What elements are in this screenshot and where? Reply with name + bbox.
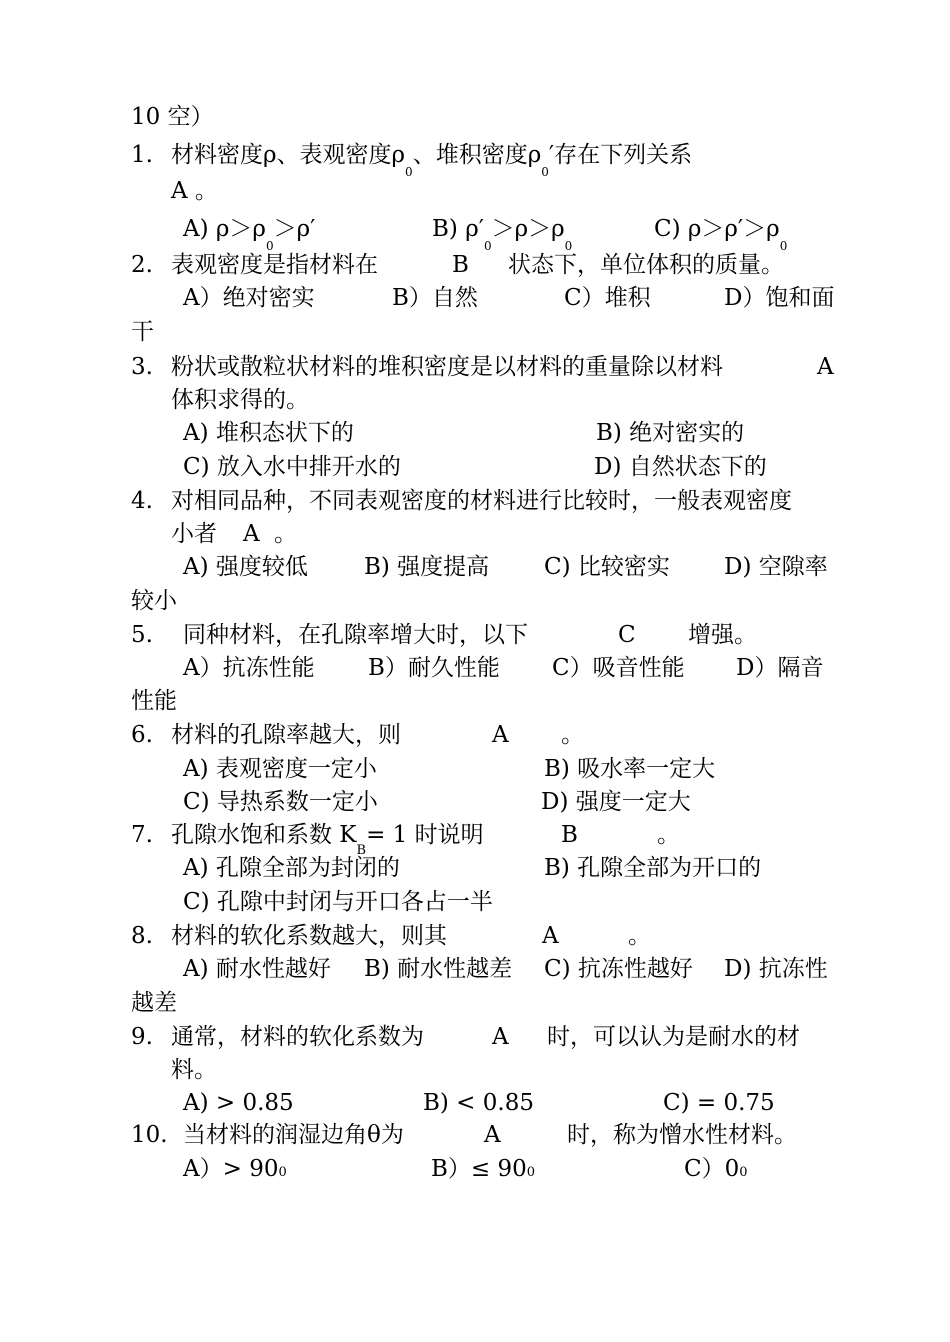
q9-number: 9. <box>131 1024 153 1050</box>
q5-option-b: B）耐久性能 <box>368 655 500 681</box>
q6-option-b: B) 吸水率一定大 <box>544 756 716 782</box>
q8-wrap: 越差 <box>131 990 177 1016</box>
q3-option-b: B) 绝对密实的 <box>596 420 745 446</box>
q4-end: 。 <box>274 521 297 547</box>
q9-stem-after: 时，可以认为是耐水的材 <box>547 1024 800 1050</box>
q10-answer: A <box>484 1122 501 1148</box>
q5-option-c: C）吸音性能 <box>552 655 685 681</box>
q1-option-c: C) $\rho>\rho'>\rho_0$ <box>654 216 788 253</box>
q5-wrap: 性能 <box>131 688 177 714</box>
q5-option-a: A）抗冻性能 <box>183 655 315 681</box>
q4-answer: A <box>243 521 260 547</box>
q2-option-d: D）饱和面 <box>724 285 835 311</box>
section-header: 10 空） <box>131 104 214 130</box>
q10-option-b: B）≤ 900 <box>431 1156 536 1182</box>
q5-number: 5. <box>131 622 153 648</box>
q6-number: 6. <box>131 722 153 748</box>
q3-option-d: D) 自然状态下的 <box>594 454 767 480</box>
q2-option-b: B）自然 <box>392 285 478 311</box>
q6-stem: 材料的孔隙率越大，则 <box>171 722 401 748</box>
q4-wrap: 较小 <box>131 588 177 614</box>
q7-answer: B <box>561 822 578 848</box>
q2-answer: B <box>452 252 469 278</box>
q3-option-a: A) 堆积态状下的 <box>183 420 354 446</box>
q7-end: 。 <box>657 822 680 848</box>
q10-stem-after: 时，称为憎水性材料。 <box>567 1122 797 1148</box>
q9-option-a: A) > 0.85 <box>183 1090 294 1116</box>
q9-stem: 通常，材料的软化系数为 <box>171 1024 424 1050</box>
q2-stem-after: 状态下，单位体积的质量。 <box>508 252 784 278</box>
q10-option-c: C）00 <box>684 1156 748 1182</box>
q5-stem-after: 增强。 <box>688 622 757 648</box>
q3-number: 3. <box>131 354 153 380</box>
q10-number: 10. <box>131 1122 168 1148</box>
q5-option-d: D）隔音 <box>736 655 824 681</box>
q8-answer: A <box>542 923 559 949</box>
q6-option-a: A) 表观密度一定小 <box>183 756 377 782</box>
q1-option-b: B) $\rho'_0>\rho>\rho_0$ <box>432 216 573 253</box>
q7-option-a: A) 孔隙全部为封闭的 <box>183 855 400 881</box>
q2-stem: 表观密度是指材料在 <box>171 252 378 278</box>
q7-option-c: C) 孔隙中封闭与开口各占一半 <box>183 889 493 915</box>
q3-stem-line2: 体积求得的。 <box>171 387 309 413</box>
q8-option-c: C) 抗冻性越好 <box>544 956 693 982</box>
q9-stem-line2: 料。 <box>171 1057 217 1083</box>
q1-answer: A 。 <box>171 178 218 204</box>
q3-stem: 粉状或散粒状材料的堆积密度是以材料的重量除以材料 <box>171 354 723 380</box>
q4-option-d: D) 空隙率 <box>724 554 828 580</box>
q3-answer: A <box>817 354 834 380</box>
q9-answer: A <box>492 1024 509 1050</box>
q7-option-b: B) 孔隙全部为开口的 <box>544 855 762 881</box>
q7-stem: 孔隙水饱和系数 $K_B= 1$ 时说明 <box>171 822 484 858</box>
q2-number: 2. <box>131 252 153 278</box>
q5-stem: 同种材料，在孔隙率增大时，以下 <box>183 622 528 648</box>
q10-stem: 当材料的润湿边角θ为 <box>183 1122 404 1148</box>
q6-answer: A <box>492 722 509 748</box>
q8-end: 。 <box>628 923 651 949</box>
q5-answer: C <box>618 622 636 648</box>
q1-number: 1. <box>131 142 153 168</box>
q6-option-c: C) 导热系数一定小 <box>183 789 378 815</box>
q2-wrap: 干 <box>131 319 154 345</box>
q4-option-b: B) 强度提高 <box>364 554 490 580</box>
q4-option-a: A) 强度较低 <box>183 554 308 580</box>
q2-option-c: C）堆积 <box>564 285 651 311</box>
q8-option-d: D) 抗冻性 <box>724 956 828 982</box>
q9-option-b: B) < 0.85 <box>423 1090 534 1116</box>
q6-option-d: D) 强度一定大 <box>541 789 691 815</box>
q9-option-c: C) = 0.75 <box>663 1090 775 1116</box>
q4-stem: 对相同品种，不同表观密度的材料进行比较时，一般表观密度 <box>171 488 792 514</box>
q8-option-a: A) 耐水性越好 <box>183 956 331 982</box>
q4-stem-line2: 小者 <box>171 521 217 547</box>
q8-stem: 材料的软化系数越大，则其 <box>171 923 447 949</box>
q4-option-c: C) 比较密实 <box>544 554 670 580</box>
q1-option-a: A) $\rho>\rho_0>\rho'$ <box>183 216 316 253</box>
q4-number: 4. <box>131 488 153 514</box>
q8-option-b: B) 耐水性越差 <box>364 956 513 982</box>
q7-number: 7. <box>131 822 153 848</box>
q3-option-c: C) 放入水中排开水的 <box>183 454 401 480</box>
q10-option-a: A）> 900 <box>183 1156 287 1182</box>
q8-number: 8. <box>131 923 153 949</box>
q2-option-a: A）绝对密实 <box>183 285 315 311</box>
q6-end: 。 <box>561 722 584 748</box>
q1-stem: 材料密度ρ、表观密度$\rho_0$、堆积密度$\rho_0'$存在下列关系 <box>171 142 693 179</box>
